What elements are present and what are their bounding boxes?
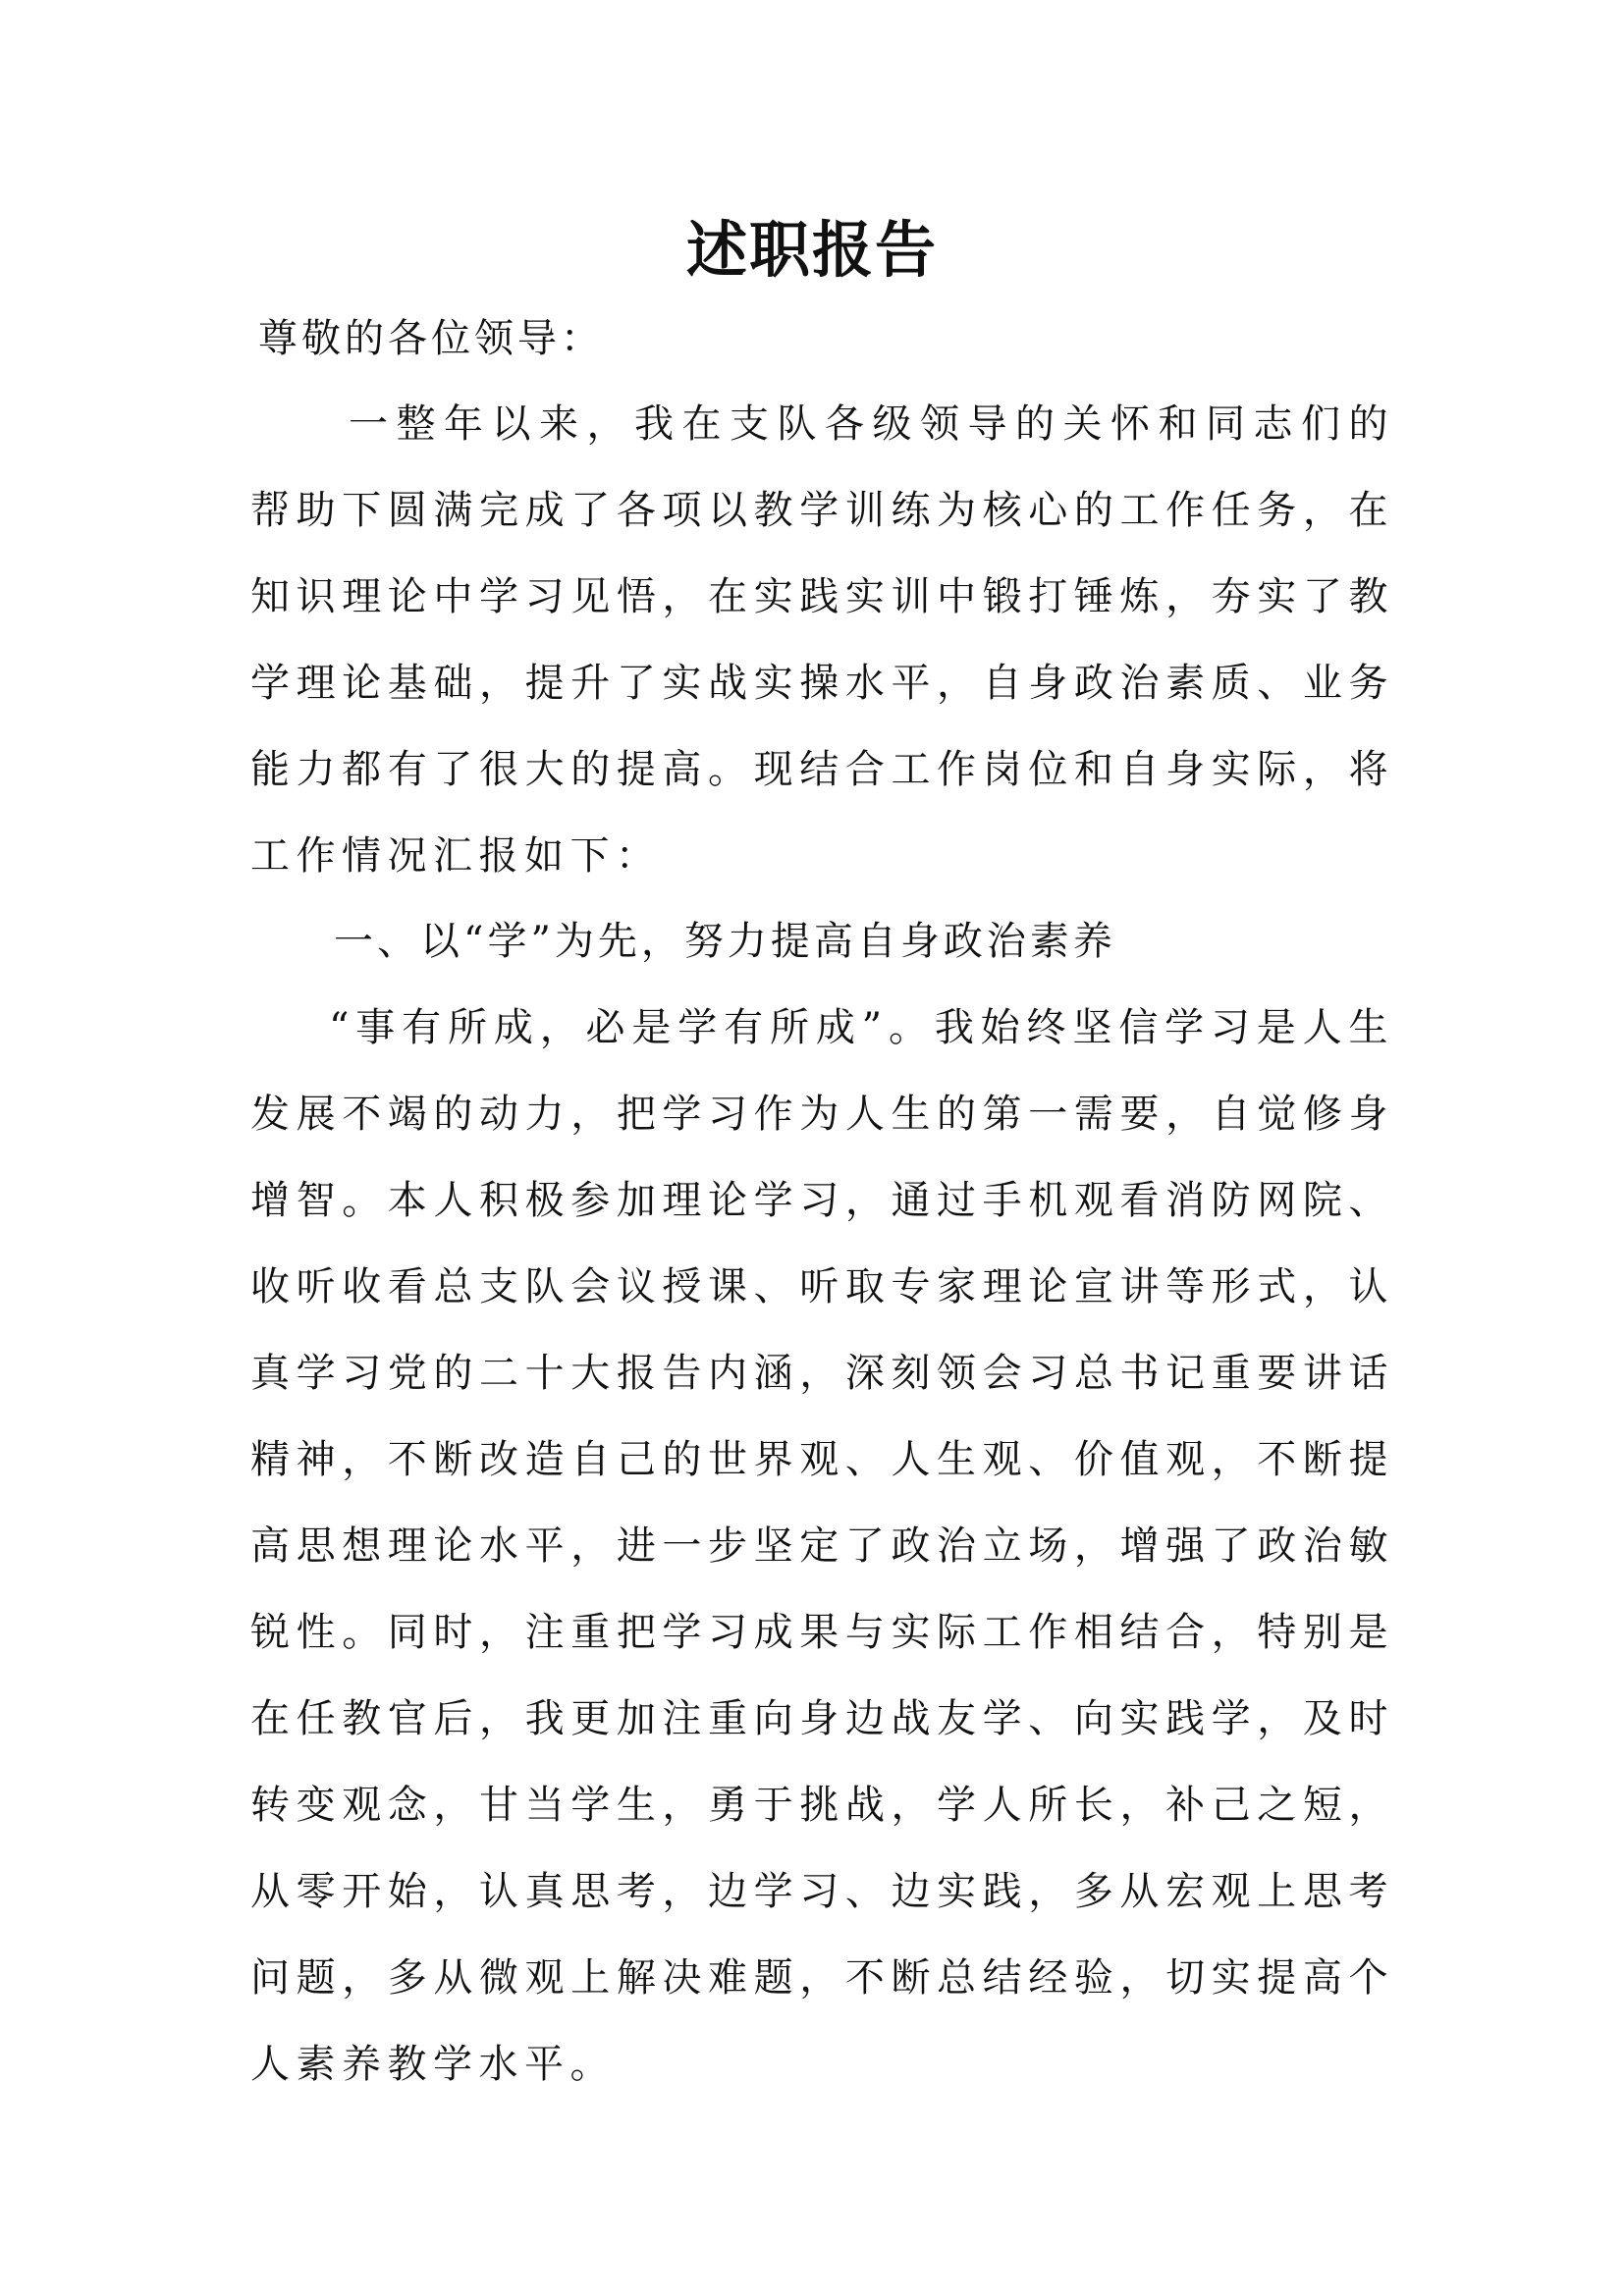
document-title: 述职报告 xyxy=(685,214,938,286)
section-1-paragraph: “事有所成，必是学有所成”。我始终坚信学习是人生发展不竭的动力，把学习作为人生的第一需要，自觉修身增智。本人积极参加理论学习，通过手机观看消防网院、收听收看总支队会议授课、听取专家理论宣讲等形式，认真学习党的二十大报告内涵，深刻领会习总书记重要讲话精神，不断改造自己的世界观、人生观、价值观，不断提高思想理论水平，进一步坚定了政治立场，增强了政治敏锐性。同时，注重把学习成果与实际工作相结合，特别是在任教官后，我更加注重向身边战友学、向实践学，及时转变观念，甘当学生，勇于挑战，学人所长，补己之短，从零开始，认真思考，边学习、边实践，多从宏观上思考问题，多从微观上解决难题，不断总结经验，切实提高个人素养教学水平。 xyxy=(250,1005,1394,2087)
salutation: 尊敬的各位领导： xyxy=(258,316,604,361)
intro-paragraph: 一整年以来，我在支队各级领导的关怀和同志们的帮助下圆满完成了各项以教学训练为核心的工作任务，在知识理论中学习见悟，在实践实训中锻打锤炼，夯实了教学理论基础，提升了实战实操水平，自身政治素质、业务能力都有了很大的提高。现结合工作岗位和自身实际，将工作情况汇报如下： xyxy=(250,401,1394,879)
section-heading-1: 一、以“学”为先，努力提高自身政治素养 xyxy=(334,919,1116,964)
